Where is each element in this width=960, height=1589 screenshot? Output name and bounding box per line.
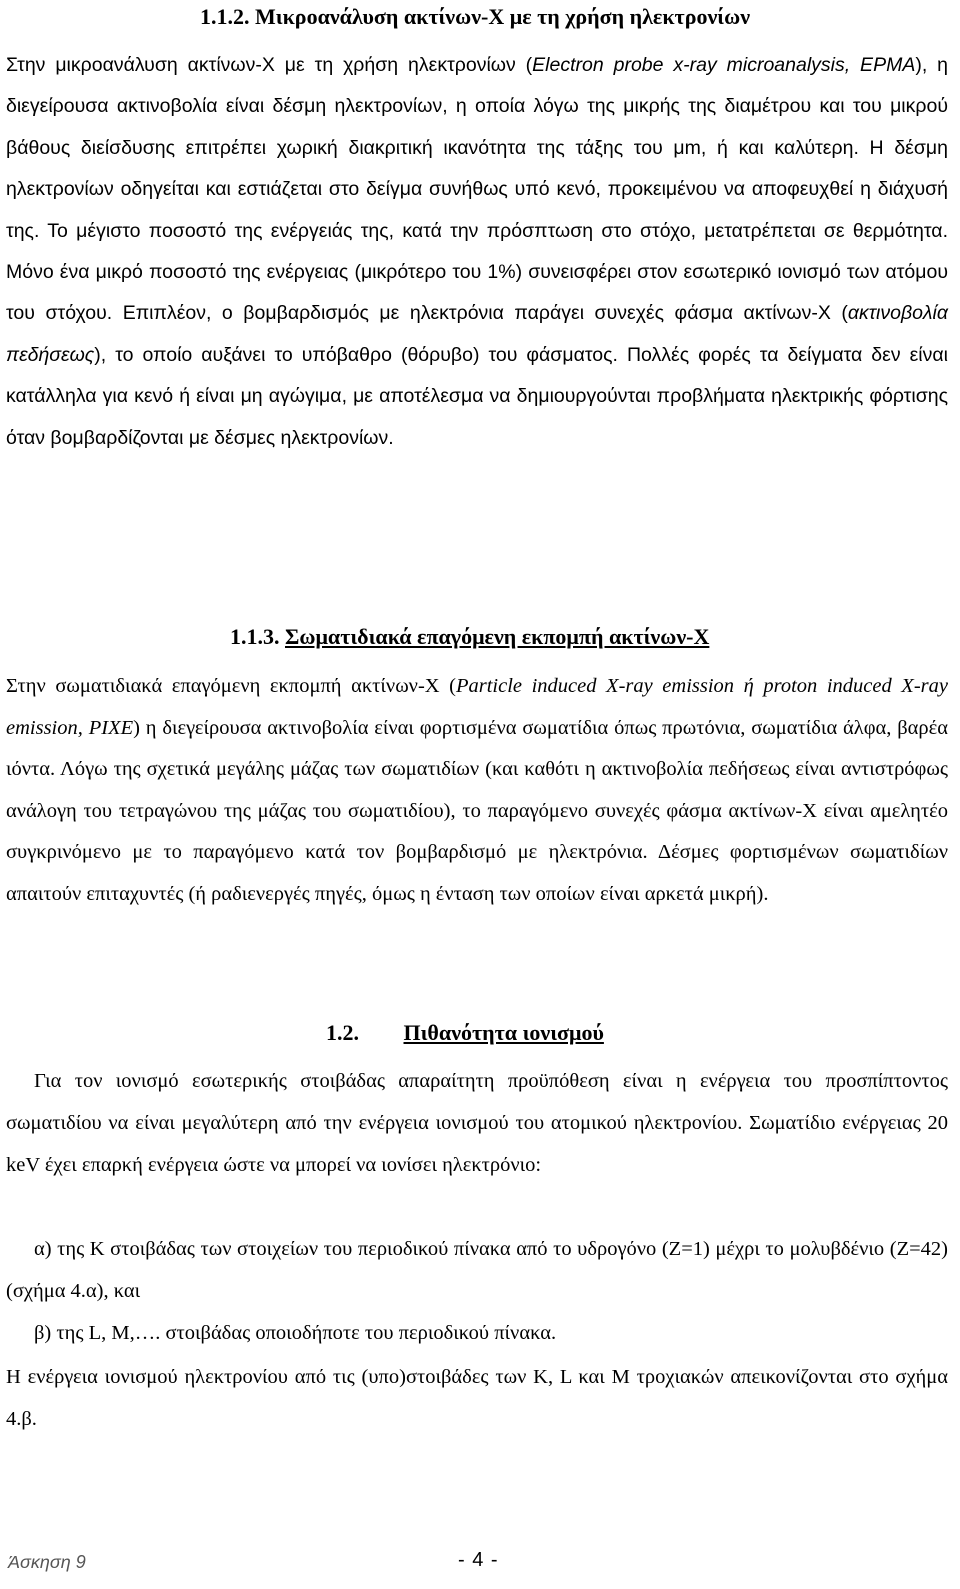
section-title: Πιθανότητα ιονισμού [403,1020,604,1045]
section-number: 1.1.3. [230,624,280,649]
footer-page-number: - 4 - [458,1549,499,1571]
section-title: Σωματιδιακά επαγόμενη εκπομπή ακτίνων-Χ [285,624,710,649]
paragraph-ionization: Για τον ιονισμό εσωτερικής στοιβάδας απαραίτητη προϋπόθεση είναι η ενέργεια του προσπίπτοντος σωματιδίου να είναι μεγαλύτερη από την ενέργεια ιονισμού του ατομικού ηλεκτρονίου. Σωματίδιο ενέργειας 20 keV έχει επαρκή ενέργεια ώστε να μπορεί να ιονίσει ηλεκτρόνιο: [6,1070,948,1176]
footer-label: Άσκηση 9 [8,1552,86,1572]
paragraph-pixe [6,666,948,916]
section-heading-1-1-3 [230,624,709,650]
paragraph-text: ) η διεγείρουσα ακτινοβολία είναι φορτισμένα σωματίδια όπως πρωτόνια, σωματίδια άλφα, βαρέα ιόντα. Λόγω της σχετικά μεγάλης μάζας των σωματιδίων (και καθότι η ακτινοβολία πεδήσεως είναι αντιστρόφως ανάλογη του τετραγώνου της μάζας του σωματιδίου), το παραγόμενο συνεχές φάσμα ακτίνων-Χ είναι αμελητέο συγκρινόμενο με το παραγόμενο κατά τον βομβαρδισμό με ηλεκτρόνια. Δέσμες φορτισμένων σωματιδίων απαιτούν επιταχυντές (ή ραδιενεργές πηγές, όμως η ένταση των οποίων είναι αρκετά μικρή). [6,716,948,905]
paragraph-text: Στην μικροανάλυση ακτίνων-Χ με τη χρήση ηλεκτρονίων ( [6,54,533,76]
paragraph-text: ), το οποίο αυξάνει το υπόβαθρο (θόρυβο) του φάσματος. Πολλές φορές τα δείγματα δεν είναι κατάλληλα για κενό ή είναι μη αγώγιμα, με αποτέλεσμα να δημιουργούνται προβλήματα ηλεκτρικής φόρτισης όταν βομβαρδίζονται με δέσμες ηλεκτρονίων. [6,343,948,449]
section-title: Μικροανάλυση ακτίνων-Χ με τη χρήση ηλεκτρονίων [255,4,751,29]
paragraph-text: Στην σωματιδιακά επαγόμενη εκπομπή ακτίνων-Χ ( [6,675,456,697]
section-heading-1-1-2 [200,4,750,30]
paragraph-epma [6,45,948,459]
paragraph-emphasis: ακτινοβολία πεδήσεως [6,302,948,366]
section-number: 1.2. [326,1020,359,1045]
paragraph-emphasis: Electron probe x-ray microanalysis, EPMA [532,54,916,76]
paragraph-text: ), η διεγείρουσα ακτινοβολία είναι δέσμη ηλεκτρονίων, η οποία λόγω της μικρής της διαμέτρου και του μικρού βάθους διείσδυσης επιτρέπει χωρική διακριτική ικανότητα της τάξης του μm, ή και καλύτερη. Η δέσμη ηλεκτρονίων οδηγείται και εστιάζεται στο δείγμα συνήθως υπό κενό, προκειμένου να αποφευχθεί η διάχυσή της. Το μέγιστο ποσοστό της ενέργειάς της, κατά την πρόσπτωση στο στόχο, μετατρέπεται σε θερμότητα. Μόνο ένα μικρό ποσοστό της ενέργειας (μικρότερο του 1%) συνεισφέρει στον εσωτερικό ιονισμό των ατόμου του στόχου. Επιπλέον, ο βομβαρδισμός με ηλεκτρόνια παράγει συνεχές φάσμα ακτίνων-Χ ( [6,54,948,325]
list-item-a: α) της K στοιβάδας των στοιχείων του περιοδικού πίνακα από το υδρογόνο (Z=1) μέχρι το μολυβδένιο (Z=42) (σχήμα 4.α), και [6,1238,948,1302]
list-item-b: β) της L, M,…. στοιβάδας οποιοδήποτε του περιοδικού πίνακα. [34,1322,557,1344]
paragraph-ionization-energy: Η ενέργεια ιονισμού ηλεκτρονίου από τις (υπο)στοιβάδες των K, L και M τροχιακών απεικονίζονται στο σχήμα 4.β. [6,1366,948,1430]
section-heading-1-2 [326,1020,604,1046]
paragraph-emphasis: Particle induced X-ray emission ή proton induced X-ray emission, PIXE [6,675,948,739]
section-number: 1.1.2. [200,4,250,29]
